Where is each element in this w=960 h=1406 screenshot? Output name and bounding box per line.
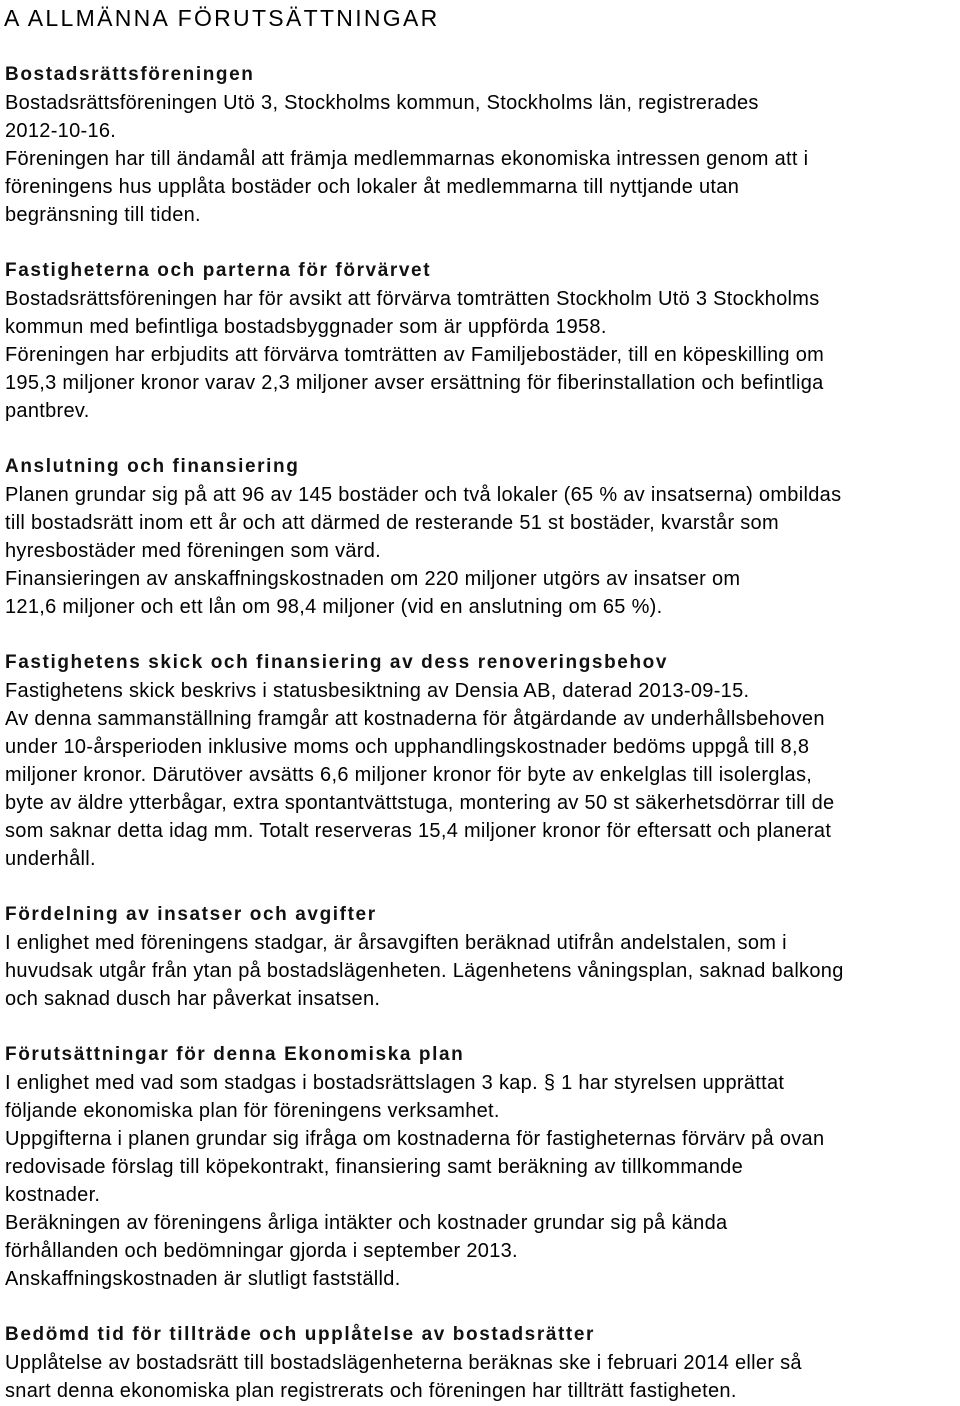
document-body [5,61,955,1405]
section [5,1321,955,1405]
paragraph [5,705,955,873]
text-line: 121,6 miljoner och ett lån om 98,4 miljoner (vid en anslutning om 65 %). [5,596,663,618]
text-line: Bostadsrättsföreningen har för avsikt att förvärva tomträtten Stockholm Utö 3 Stockholms [5,288,820,310]
page-title: A ALLMÄNNA FÖRUTSÄTTNINGAR [4,5,440,31]
section [5,257,955,425]
text-line: förhållanden och bedömningar gjorda i september 2013. [5,1240,518,1262]
text-line: Föreningen har till ändamål att främja medlemmarnas ekonomiska intressen genom att i [5,148,809,170]
text-line: Anskaffningskostnaden är slutligt fastställd. [5,1268,401,1290]
text-line: Upplåtelse av bostadsrätt till bostadslägenheterna beräknas ske i februari 2014 eller så [5,1352,802,1374]
text-line: Finansieringen av anskaffningskostnaden om 220 miljoner utgörs av insatser om [5,568,741,590]
text-line: 195,3 miljoner kronor varav 2,3 miljoner avser ersättning för fiberinstallation och befintliga [5,372,824,394]
text-line: Bostadsrättsföreningen Utö 3, Stockholms kommun, Stockholms län, registrerades [5,92,759,114]
section-heading: Fastigheterna och parterna för förvärvet [5,260,432,281]
paragraph [5,145,955,229]
section [5,649,955,873]
text-line: underhåll. [5,848,96,870]
section [5,1041,955,1293]
paragraph [5,565,955,621]
section-heading: Fastighetens skick och finansiering av dess renoveringsbehov [5,652,669,673]
paragraph [5,341,955,425]
section-heading: Förutsättningar för denna Ekonomiska plan [5,1044,465,1065]
text-line: kostnader. [5,1184,101,1206]
paragraph [5,1209,955,1265]
section-heading: Fördelning av insatser och avgifter [5,904,377,925]
text-line: Föreningen har erbjudits att förvärva tomträtten av Familjebostäder, till en köpeskilling om [5,344,825,366]
text-line: under 10-årsperioden inklusive moms och upphandlingskostnader bedöms uppgå till 8,8 [5,736,810,758]
paragraph [5,285,955,341]
text-line: som saknar detta idag mm. Totalt reserveras 15,4 miljoner kronor för eftersatt och planerat [5,820,832,842]
text-line: Planen grundar sig på att 96 av 145 bostäder och två lokaler (65 % av insatserna) ombildas [5,484,842,506]
text-line: redovisade förslag till köpekontrakt, finansiering samt beräkning av tillkommande [5,1156,743,1178]
text-line: följande ekonomiska plan för föreningens verksamhet. [5,1100,500,1122]
text-line: huvudsak utgår från ytan på bostadslägenheten. Lägenhetens våningsplan, saknad balkong [5,960,844,982]
paragraph [5,1125,955,1209]
section [5,453,955,621]
text-line: föreningens hus upplåta bostäder och lokaler åt medlemmarna till nyttjande utan [5,176,740,198]
text-line: och saknad dusch har påverkat insatsen. [5,988,381,1010]
section-heading: Bedömd tid för tillträde och upplåtelse av bostadsrätter [5,1324,596,1345]
text-line: 2012-10-16. [5,120,117,142]
paragraph [5,677,955,705]
text-line: I enlighet med vad som stadgas i bostadsrättslagen 3 kap. § 1 har styrelsen upprättat [5,1072,785,1094]
section [5,901,955,1013]
text-line: kommun med befintliga bostadsbyggnader som är uppförda 1958. [5,316,607,338]
text-line: pantbrev. [5,400,90,422]
section [5,61,955,229]
section-heading: Bostadsrättsföreningen [5,64,255,85]
text-line: begränsning till tiden. [5,204,201,226]
text-line: Beräkningen av föreningens årliga intäkter och kostnader grundar sig på kända [5,1212,728,1234]
paragraph [5,1349,955,1405]
text-line: snart denna ekonomiska plan registrerats och föreningen har tillträtt fastigheten. [5,1380,737,1402]
text-line: byte av äldre ytterbågar, extra spontantvättstuga, montering av 50 st säkerhetsdörrar till de [5,792,835,814]
text-line: Av denna sammanställning framgår att kostnaderna för åtgärdande av underhållsbehoven [5,708,825,730]
text-line: till bostadsrätt inom ett år och att därmed de resterande 51 st bostäder, kvarstår som [5,512,779,534]
text-line: miljoner kronor. Därutöver avsätts 6,6 miljoner kronor för byte av enkelglas till isolerglas, [5,764,813,786]
paragraph [5,481,955,565]
section-heading: Anslutning och finansiering [5,456,300,477]
paragraph [5,1069,955,1125]
text-line: hyresbostäder med föreningen som värd. [5,540,382,562]
text-line: I enlighet med föreningens stadgar, är årsavgiften beräknad utifrån andelstalen, som i [5,932,787,954]
paragraph [5,89,955,145]
paragraph [5,1265,955,1293]
text-line: Uppgifterna i planen grundar sig ifråga om kostnaderna för fastigheternas förvärv på ovan [5,1128,825,1150]
text-line: Fastighetens skick beskrivs i statusbesiktning av Densia AB, daterad 2013-09-15. [5,680,750,702]
paragraph [5,929,955,1013]
